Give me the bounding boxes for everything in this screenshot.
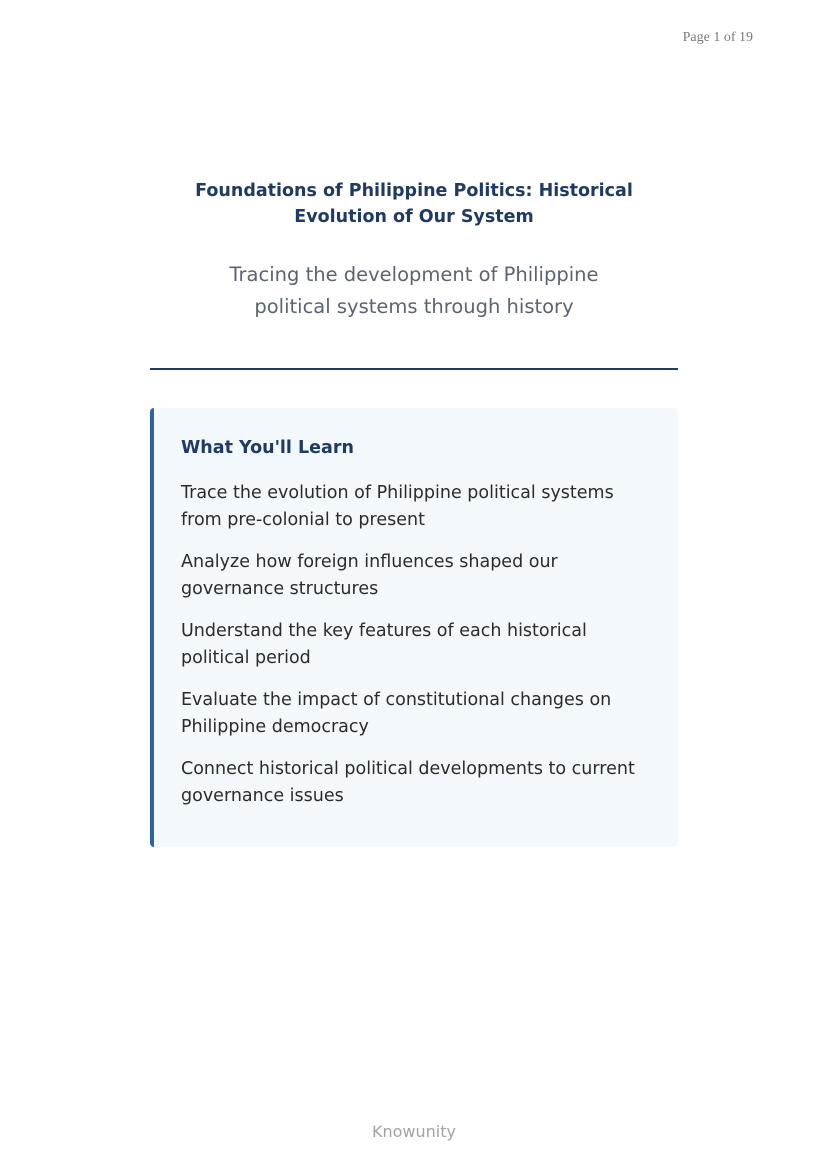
page-number: Page 1 of 19	[682, 30, 753, 45]
learning-objective-item: Evaluate the impact of constitutional changes on Philippine democracy	[181, 690, 612, 737]
learning-objective-item: Understand the key features of each historical political period	[181, 621, 587, 668]
learning-objectives-list	[181, 480, 654, 810]
document-title: Foundations of Philippine Politics: Historical Evolution of Our System	[195, 181, 633, 227]
learning-objective-item: Trace the evolution of Philippine political systems from pre-colonial to present	[181, 483, 614, 530]
learning-objectives-box	[150, 408, 678, 847]
document-subtitle	[150, 259, 678, 323]
subtitle-line: political systems through history	[254, 295, 574, 318]
subtitle-line: Tracing the development of Philippine	[229, 263, 599, 286]
learning-objective-item: Connect historical political developments to current governance issues	[181, 759, 635, 806]
title-divider	[150, 368, 678, 370]
learning-objective-item: Analyze how foreign influences shaped our governance structures	[181, 552, 558, 599]
learning-objectives-heading: What You'll Learn	[181, 438, 354, 458]
footer-brand: Knowunity	[372, 1122, 456, 1141]
